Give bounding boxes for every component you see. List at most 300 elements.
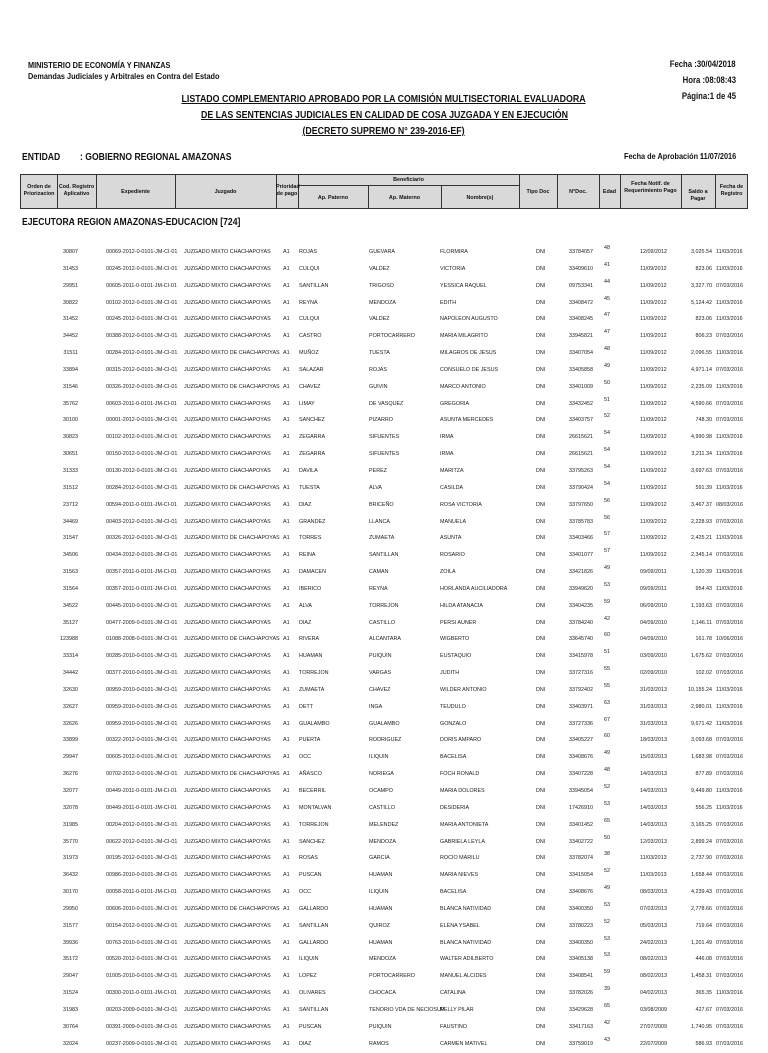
cell-nombres: BACELISA [440, 754, 467, 761]
cell-orden: 36276 [63, 771, 78, 778]
cell-fecha-reg: 11/03/2016 [716, 686, 743, 693]
table-row [0, 800, 768, 817]
cell-tipo-doc: DNI [536, 905, 546, 912]
cell-orden: 30764 [63, 1023, 78, 1030]
cell-tipo-doc: DNI [536, 249, 546, 255]
cell-nombres: IRMA [440, 451, 454, 458]
cell-ap-paterno: SALAZAR [299, 366, 324, 373]
cell-fecha-reg: 07/03/2016 [716, 821, 743, 828]
cell-saldo: 161.78 [695, 636, 712, 643]
cell-fecha-notif: 15/03/2013 [640, 754, 667, 761]
cell-fecha-reg: 11/03/2016 [716, 585, 743, 592]
cell-expediente: 00449-2011-0-0101-JM-CI-01 [106, 788, 177, 794]
ejecutora-label: EJECUTORA [22, 217, 75, 228]
cell-edad: 52 [604, 868, 610, 875]
cell-ap-materno: OCAMPO [369, 788, 393, 794]
cell-tipo-doc: DNI [536, 366, 546, 373]
cell-prioridad: A1 [283, 990, 290, 997]
cell-n-doc: 33405858 [569, 366, 593, 373]
cell-saldo: 1,683.98 [691, 754, 712, 761]
fecha-aprobacion-label: Fecha de Aprobación : [624, 151, 703, 161]
table-row [0, 564, 768, 581]
cell-ap-materno: PORTOCARRERO [369, 333, 415, 340]
cell-fecha-reg: 11/03/2016 [716, 299, 743, 306]
data-table-body [0, 244, 768, 1053]
cell-edad: 49 [604, 565, 610, 572]
cell-n-doc: 33405227 [569, 737, 593, 744]
cell-n-doc: 33400350 [569, 939, 593, 946]
cell-ap-materno: QUIROZ [369, 922, 390, 929]
cell-nombres: ELENA YSABEL [440, 922, 480, 929]
cell-juzgado: JUZGADO MIXTO CHACHAPOYAS [184, 737, 271, 744]
cell-edad: 54 [604, 463, 610, 470]
table-row [0, 547, 768, 564]
cell-nombres: HILDA ATANACIA [440, 602, 483, 609]
cell-fecha-notif: 14/03/2013 [640, 804, 667, 811]
cell-saldo: 2,096.55 [691, 350, 712, 357]
cell-saldo: 1,120.39 [691, 569, 712, 576]
cell-fecha-notif: 03/09/2010 [640, 653, 667, 660]
cell-edad: 49 [604, 362, 610, 369]
cell-edad: 53 [604, 901, 610, 908]
cell-fecha-reg: 07/03/2016 [716, 552, 743, 559]
cell-orden: 31577 [63, 922, 78, 929]
cell-expediente: 00154-2012-0-0101-JM-CI-01 [106, 922, 178, 929]
cell-nombres: IRMA [440, 434, 454, 441]
cell-nombres: MARITZA [440, 467, 464, 474]
cell-n-doc: 33415054 [569, 872, 593, 879]
cell-n-doc: 33401077 [569, 552, 593, 559]
cell-tipo-doc: DNI [536, 535, 546, 542]
cell-orden: 35770 [63, 838, 78, 845]
cell-ap-paterno: ROSAS [299, 855, 318, 862]
cell-saldo: 3,025.54 [691, 249, 712, 255]
cell-n-doc: 09753341 [569, 282, 593, 289]
cell-juzgado: JUZGADO MIXTO CHACHAPOYAS [184, 670, 271, 677]
cell-nombres: CARMEN MATIVEL [440, 1040, 488, 1047]
cell-prioridad: A1 [283, 501, 290, 508]
cell-fecha-notif: 06/09/2010 [640, 602, 667, 609]
cell-expediente: 00322-2012-0-0101-JM-CI-01 [106, 737, 178, 744]
cell-ap-materno: CHAVEZ [369, 686, 391, 693]
cell-edad: 63 [604, 699, 610, 706]
cell-fecha-notif: 02/09/2010 [640, 670, 667, 677]
cell-orden: 35762 [63, 400, 78, 407]
cell-fecha-notif: 11/09/2012 [640, 265, 667, 272]
cell-juzgado: JUZGADO MIXTO CHACHAPOYAS [184, 889, 271, 896]
cell-prioridad: A1 [283, 585, 290, 592]
cell-tipo-doc: DNI [536, 838, 546, 845]
cell-tipo-doc: DNI [536, 821, 546, 828]
cell-prioridad: A1 [283, 821, 290, 828]
cell-prioridad: A1 [283, 956, 290, 963]
cell-juzgado: JUZGADO MIXTO DE CHACHAPOYAS [184, 636, 280, 643]
cell-prioridad: A1 [283, 922, 290, 929]
table-row [0, 328, 768, 345]
cell-ap-materno: TRIGOSO [369, 282, 394, 289]
cell-nombres: ROSARIO [440, 552, 465, 559]
cell-edad: 59 [604, 598, 610, 605]
table-row [0, 716, 768, 733]
cell-ap-materno: ILIQUIN [369, 754, 389, 761]
table-row [0, 278, 768, 295]
cell-n-doc: 26615621 [569, 451, 593, 458]
cell-ap-materno: RAMOS [369, 1040, 389, 1047]
cell-fecha-reg: 07/03/2016 [716, 939, 743, 946]
cell-tipo-doc: DNI [536, 383, 546, 390]
cell-ap-paterno: IBERICO [299, 585, 322, 592]
cell-saldo: 3,327.70 [691, 282, 712, 289]
col-fecha-registro: Fecha de Registro [719, 184, 744, 197]
cell-ap-paterno: TORREJON [299, 670, 329, 677]
cell-juzgado: JUZGADO MIXTO CHACHAPOYAS [184, 838, 271, 845]
cell-saldo: 586.93 [695, 1040, 712, 1047]
cell-tipo-doc: DNI [536, 552, 546, 559]
cell-juzgado: JUZGADO MIXTO CHACHAPOYAS [184, 973, 271, 980]
cell-orden: 29947 [63, 754, 78, 761]
cell-n-doc: 33759019 [569, 1040, 593, 1047]
col-cod-registro: Cod. Registro Aplicativo [58, 184, 95, 197]
cell-edad: 42 [604, 615, 610, 622]
cell-fecha-reg: 07/03/2016 [716, 771, 743, 778]
cell-ap-materno: SANTILLAN [369, 552, 399, 559]
cell-prioridad: A1 [283, 636, 290, 643]
cell-orden: 35172 [63, 956, 78, 963]
cell-prioridad: A1 [283, 366, 290, 373]
cell-fecha-reg: 07/03/2016 [716, 922, 743, 929]
cell-edad: 57 [604, 548, 610, 555]
cell-ap-materno: MENDOZA [369, 956, 396, 963]
cell-orden: 31546 [63, 383, 78, 390]
entidad-value: : GOBIERNO REGIONAL AMAZONAS [80, 152, 232, 163]
cell-orden: 31983 [63, 1006, 78, 1013]
cell-fecha-reg: 11/03/2016 [716, 484, 743, 491]
cell-ap-materno: HUAMAN [369, 872, 393, 879]
table-row [0, 463, 768, 480]
cell-nombres: PERSI AUNER [440, 619, 477, 626]
cell-prioridad: A1 [283, 383, 290, 390]
col-juzgado: Juzgado [214, 189, 237, 195]
table-row [0, 1019, 768, 1036]
cell-tipo-doc: DNI [536, 585, 546, 592]
cell-n-doc: 33795263 [569, 467, 593, 474]
cell-saldo: 823.06 [695, 265, 712, 272]
cell-edad: 39 [604, 986, 610, 993]
cell-fecha-reg: 07/03/2016 [716, 838, 743, 845]
table-row [0, 295, 768, 312]
cell-prioridad: A1 [283, 939, 290, 946]
cell-ap-materno: MENDOZA [369, 299, 396, 306]
page-number: Página:1 de 45 [681, 91, 736, 101]
table-row [0, 1002, 768, 1019]
cell-prioridad: A1 [283, 653, 290, 660]
cell-expediente: 00603-2011-0-0101-JM-CI-01 [106, 400, 177, 407]
cell-edad: 52 [604, 784, 610, 790]
cell-tipo-doc: DNI [536, 855, 546, 862]
cell-edad: 49 [604, 885, 610, 892]
cell-n-doc: 33403466 [569, 535, 593, 542]
cell-orden: 31511 [63, 350, 78, 357]
cell-juzgado: JUZGADO MIXTO DE CHACHAPOYAS [184, 484, 280, 491]
cell-orden: 31547 [63, 535, 78, 542]
cell-tipo-doc: DNI [536, 1023, 546, 1030]
cell-orden: 34522 [63, 602, 78, 609]
cell-orden: 32627 [63, 703, 78, 710]
cell-ap-materno: VALDEZ [369, 316, 390, 323]
cell-prioridad: A1 [283, 1023, 290, 1030]
table-row [0, 867, 768, 884]
cell-nombres: BACELISA [440, 889, 467, 896]
cell-saldo: 1,658.44 [691, 872, 712, 879]
cell-ap-materno: VALDEZ [369, 265, 390, 272]
cell-n-doc: 26615621 [569, 434, 593, 441]
cell-fecha-notif: 31/03/2013 [640, 703, 667, 710]
table-row [0, 732, 768, 749]
cell-fecha-reg: 07/03/2016 [716, 366, 743, 373]
cell-juzgado: JUZGADO MIXTO CHACHAPOYAS [184, 518, 271, 525]
cell-nombres: MARIA ANTONIETA [440, 821, 489, 828]
cell-fecha-reg: 07/03/2016 [716, 1023, 743, 1030]
cell-n-doc: 33404235 [569, 602, 593, 609]
cell-saldo: 1,193.63 [691, 602, 712, 609]
cell-tipo-doc: DNI [536, 889, 546, 896]
cell-expediente: 00594-2011-0-0101-JM-CI-01 [106, 501, 177, 508]
cell-n-doc: 33407054 [569, 350, 593, 357]
cell-ap-materno: ROJAS [369, 366, 387, 373]
entidad-label: ENTIDAD [22, 152, 61, 163]
cell-saldo: 1,675.62 [691, 653, 712, 660]
cell-fecha-notif: 11/09/2012 [640, 434, 667, 441]
cell-ap-materno: NORIEGA [369, 771, 394, 778]
cell-ap-paterno: PUERTA [299, 737, 321, 744]
cell-tipo-doc: DNI [536, 973, 546, 980]
cell-orden: 34469 [63, 518, 78, 525]
cell-ap-paterno: DAVILA [299, 467, 318, 474]
cell-orden: 32626 [63, 720, 78, 727]
cell-n-doc: 33402722 [569, 838, 593, 845]
cell-juzgado: JUZGADO MIXTO CHACHAPOYAS [184, 400, 271, 407]
cell-n-doc: 33645740 [569, 636, 593, 643]
cell-edad: 52 [604, 413, 610, 420]
cell-n-doc: 33403971 [569, 703, 593, 710]
cell-juzgado: JUZGADO MIXTO CHACHAPOYAS [184, 1040, 271, 1047]
cell-prioridad: A1 [283, 400, 290, 407]
cell-n-doc: 33797650 [569, 501, 593, 508]
cell-prioridad: A1 [283, 467, 290, 474]
cell-nombres: JUDITH [440, 670, 460, 677]
col-beneficiario: Beneficiario [393, 177, 424, 183]
cell-edad: 48 [604, 245, 610, 251]
cell-juzgado: JUZGADO MIXTO CHACHAPOYAS [184, 821, 271, 828]
cell-fecha-notif: 11/09/2012 [640, 400, 667, 407]
cell-tipo-doc: DNI [536, 434, 546, 441]
cell-juzgado: JUZGADO MIXTO DE CHACHAPOYAS [184, 535, 280, 542]
report-date: Fecha :30/04/2018 [670, 59, 736, 69]
cell-expediente: 00284-2012-0-0101-JM-CI-01 [106, 350, 178, 357]
cell-expediente: 00315-2012-0-0101-JM-CI-01 [106, 366, 178, 373]
cell-prioridad: A1 [283, 282, 290, 289]
cell-n-doc: 33785783 [569, 518, 593, 525]
cell-saldo: 3,165.25 [691, 821, 712, 828]
cell-juzgado: JUZGADO MIXTO CHACHAPOYAS [184, 434, 271, 441]
cell-juzgado: JUZGADO MIXTO CHACHAPOYAS [184, 602, 271, 609]
cell-saldo: 877.89 [695, 771, 712, 778]
cell-tipo-doc: DNI [536, 619, 546, 626]
cell-juzgado: JUZGADO MIXTO CHACHAPOYAS [184, 619, 271, 626]
cell-fecha-notif: 11/09/2012 [640, 467, 667, 474]
ejecutora-value: : REGION AMAZONAS-EDUCACION [724] [72, 217, 241, 228]
cell-nombres: MARIA MILAGRITO [440, 333, 488, 340]
cell-nombres: MILAGROS DE JESUS [440, 350, 497, 357]
cell-fecha-notif: 11/09/2012 [640, 282, 667, 289]
cell-expediente: 00195-2012-0-0101-JM-CI-01 [106, 855, 178, 862]
cell-n-doc: 33407228 [569, 771, 593, 778]
cell-fecha-notif: 11/09/2012 [640, 535, 667, 542]
cell-fecha-notif: 11/09/2012 [640, 333, 667, 340]
table-row [0, 244, 768, 261]
table-row [0, 311, 768, 328]
cell-prioridad: A1 [283, 788, 290, 794]
cell-juzgado: JUZGADO MIXTO DE CHACHAPOYAS [184, 771, 280, 778]
cell-orden: 31452 [63, 316, 78, 323]
cell-fecha-notif: 07/03/2013 [640, 905, 667, 912]
cell-tipo-doc: DNI [536, 703, 546, 710]
cell-ap-materno: HUAMAN [369, 905, 393, 912]
cell-orden: 30823 [63, 434, 78, 441]
cell-prioridad: A1 [283, 316, 290, 323]
cell-prioridad: A1 [283, 569, 290, 576]
cell-ap-paterno: CASTRO [299, 333, 322, 340]
cell-ap-paterno: TORREJON [299, 821, 329, 828]
cell-n-doc: 33790424 [569, 484, 593, 491]
table-row [0, 783, 768, 800]
cell-n-doc: 33780223 [569, 922, 593, 929]
cell-prioridad: A1 [283, 670, 290, 677]
cell-nombres: TEUDULO [440, 703, 466, 710]
cell-orden: 30651 [63, 451, 78, 458]
cell-edad: 42 [604, 1019, 610, 1026]
cell-expediente: 00357-2011-0-0101-JM-CI-01 [106, 585, 177, 592]
cell-fecha-notif: 14/03/2013 [640, 788, 667, 794]
cell-edad: 54 [604, 447, 610, 454]
cell-orden: 33899 [63, 737, 78, 744]
cell-fecha-notif: 24/02/2013 [640, 939, 667, 946]
table-row [0, 1036, 768, 1053]
cell-ap-paterno: ZUMAETA [299, 686, 325, 693]
cell-fecha-reg: 11/03/2016 [716, 383, 743, 390]
cell-ap-paterno: GRANDEZ [299, 518, 326, 525]
cell-juzgado: JUZGADO MIXTO CHACHAPOYAS [184, 855, 271, 862]
cell-prioridad: A1 [283, 518, 290, 525]
cell-n-doc: 33945054 [569, 788, 593, 794]
cell-prioridad: A1 [283, 973, 290, 980]
cell-fecha-notif: 08/03/2013 [640, 889, 667, 896]
cell-orden: 29047 [63, 973, 78, 980]
cell-expediente: 00150-2012-0-0101-JM-CI-01 [106, 451, 178, 458]
cell-saldo: 2,425.21 [691, 535, 712, 542]
fecha-aprobacion-value: 11/07/2016 [700, 151, 737, 161]
cell-fecha-notif: 11/09/2012 [640, 350, 667, 357]
cell-orden: 39936 [63, 939, 78, 946]
cell-juzgado: JUZGADO MIXTO CHACHAPOYAS [184, 990, 271, 997]
cell-fecha-reg: 07/03/2016 [716, 1040, 743, 1047]
cell-saldo: 4,971.14 [691, 366, 712, 373]
cell-saldo: 3,467.37 [691, 501, 712, 508]
cell-fecha-reg: 07/03/2016 [716, 417, 743, 424]
cell-fecha-reg: 08/03/2016 [716, 501, 743, 508]
cell-ap-paterno: ROJAS [299, 249, 317, 255]
cell-ap-materno: PUIQUIN [369, 1023, 392, 1030]
cell-expediente: 00477-2009-0-0101-JM-CI-01 [106, 619, 178, 626]
table-row [0, 884, 768, 901]
cell-edad: 48 [604, 346, 610, 353]
cell-fecha-notif: 31/03/2013 [640, 720, 667, 727]
cell-ap-paterno: OLIVARES [299, 990, 326, 997]
cell-expediente: 00959-2010-0-0101-JM-CI-01 [106, 686, 178, 693]
cell-expediente: 00058-2011-0-0101-JM-CI-01 [106, 889, 177, 896]
cell-juzgado: JUZGADO MIXTO CHACHAPOYAS [184, 686, 271, 693]
cell-fecha-notif: 11/09/2012 [640, 484, 667, 491]
cell-expediente: 00606-2010-0-0101-JM-CI-01 [106, 905, 178, 912]
cell-n-doc: 33782026 [569, 990, 593, 997]
cell-juzgado: JUZGADO MIXTO CHACHAPOYAS [184, 754, 271, 761]
col-tipo-doc: Tipo Doc [526, 189, 550, 195]
cell-n-doc: 33432452 [569, 400, 593, 407]
cell-fecha-notif: 18/03/2013 [640, 737, 667, 744]
cell-expediente: 00130-2012-0-0101-JM-CI-01 [106, 467, 178, 474]
cell-ap-materno: INGA [369, 703, 383, 710]
cell-tipo-doc: DNI [536, 670, 546, 677]
cell-edad: 38 [604, 851, 610, 858]
cell-tipo-doc: DNI [536, 569, 546, 576]
cell-ap-materno: CHOCACA [369, 990, 396, 997]
cell-juzgado: JUZGADO MIXTO CHACHAPOYAS [184, 922, 271, 929]
cell-n-doc: 33408676 [569, 754, 593, 761]
cell-n-doc: 33417163 [569, 1023, 593, 1030]
cell-n-doc: 33429628 [569, 1006, 593, 1013]
cell-juzgado: JUZGADO MIXTO CHACHAPOYAS [184, 451, 271, 458]
cell-fecha-notif: 11/09/2012 [640, 366, 667, 373]
cell-edad: 65 [604, 1002, 610, 1009]
cell-tipo-doc: DNI [536, 788, 546, 794]
title-line-1: LISTADO COMPLEMENTARIO APROBADO POR LA COMISIÓN MULTISECTORIAL EVALUADORA [181, 93, 587, 105]
cell-expediente: 01005-2010-0-0101-JM-CI-01 [106, 973, 178, 980]
cell-expediente: 00388-2012-0-0101-JM-CI-01 [106, 333, 178, 340]
cell-edad: 49 [604, 750, 610, 757]
cell-saldo: 823.06 [695, 316, 712, 323]
cell-expediente: 00986-2010-0-0101-JM-CI-01 [106, 872, 178, 879]
cell-fecha-notif: 11/09/2012 [640, 299, 667, 306]
cell-tipo-doc: DNI [536, 720, 546, 727]
cell-edad: 41 [604, 261, 610, 268]
cell-juzgado: JUZGADO MIXTO CHACHAPOYAS [184, 265, 271, 272]
col-n-doc: N°Doc. [569, 189, 587, 195]
cell-nombres: FAUSTINO [440, 1023, 467, 1030]
cell-fecha-reg: 07/03/2016 [716, 905, 743, 912]
cell-ap-paterno: MONTALVAN [299, 804, 332, 811]
cell-nombres: ROCIO MARILU [440, 855, 480, 862]
cell-orden: 32077 [63, 788, 78, 794]
cell-nombres: MARIA NIEVES [440, 872, 479, 879]
cell-tipo-doc: DNI [536, 754, 546, 761]
cell-expediente: 00403-2012-0-0101-JM-CI-01 [106, 518, 178, 525]
table-row [0, 850, 768, 867]
cell-tipo-doc: DNI [536, 316, 546, 323]
cell-fecha-notif: 11/09/2012 [640, 417, 667, 424]
cell-edad: 47 [604, 312, 610, 319]
cell-tipo-doc: DNI [536, 737, 546, 744]
cell-nombres: VICTORIA [440, 265, 466, 272]
